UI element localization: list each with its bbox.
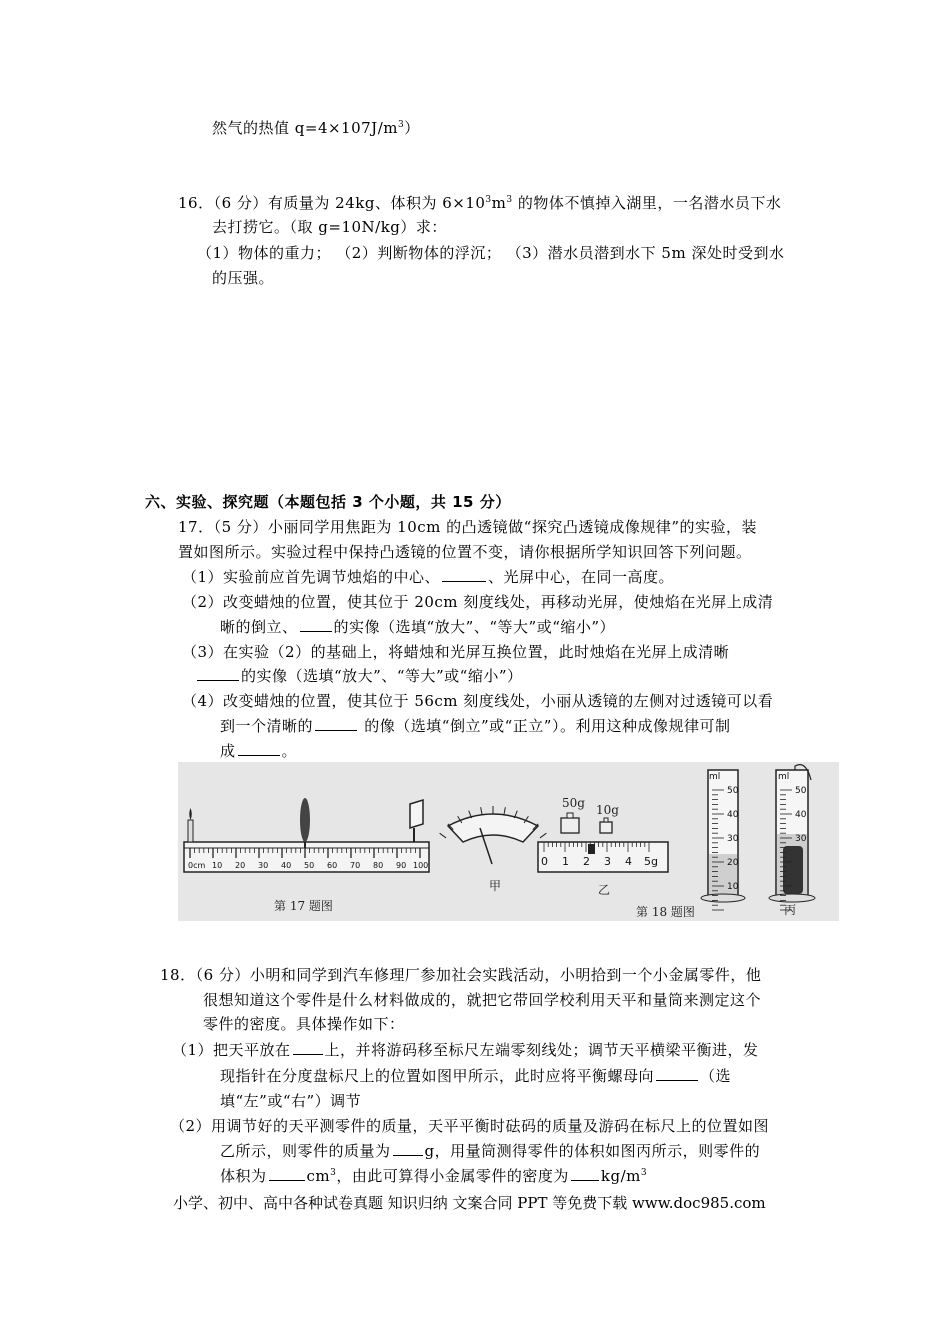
q16-line1: 16．（6 分）有质量为 24kg、体积为 $6\times 10^3m^3$ 的物体不慎掉入湖里，一名潜水员下水 xyxy=(178,194,782,212)
answer-blank[interactable] xyxy=(197,666,239,681)
q17-part4-line1: （4）改变蜡烛的位置，使其位于 56cm 刻度线处，小丽从透镜的左侧对过透镜可以看 xyxy=(182,692,774,710)
label-yi: 乙 xyxy=(598,883,611,897)
ruler-label: 40 xyxy=(281,861,292,870)
rider-label: 4 xyxy=(625,855,632,868)
ruler-label: 30 xyxy=(258,861,269,870)
q18-part2-line3: 体积为 $cm^3$，由此可算得小金属零件的密度为 $kg/m^3$ xyxy=(220,1167,648,1185)
measuring-cylinder-1 xyxy=(701,770,745,910)
experiment-figure xyxy=(178,762,839,921)
rider-label: 1 xyxy=(562,855,569,868)
section6-title: 六、实验、探究题（本题包括 3 个小题，共 15 分） xyxy=(145,493,511,511)
q18-part2-line1: （2）用调节好的天平测零件的质量，天平平衡时砝码的质量及游码在标尺上的位置如图 xyxy=(170,1117,770,1135)
weight-50g xyxy=(561,818,579,833)
q17-part3-line2: 的实像（选填“放大”、“等大”或“缩小”） xyxy=(195,666,523,686)
q18-part1-line2: 现指针在分度盘标尺上的位置如图甲所示，此时应将平衡螺母向 （选 xyxy=(220,1067,732,1085)
rider-label: 3 xyxy=(604,855,611,868)
q18-part2-line2: 乙所示，则零件的质量为 g，用量筒测得零件的体积如图丙所示，则零件的 xyxy=(220,1142,761,1160)
rider-label: 5g xyxy=(644,855,658,868)
answer-blank[interactable] xyxy=(442,567,486,582)
q16-line4: 的压强。 xyxy=(212,269,275,287)
answer-blank[interactable] xyxy=(293,1040,323,1055)
ruler-label: 100 xyxy=(413,861,429,870)
weight-10g xyxy=(600,822,612,833)
answer-blank[interactable] xyxy=(571,1166,599,1181)
q17-part4-line3: 成 。 xyxy=(220,742,298,760)
ruler-label: 60 xyxy=(327,861,338,870)
caption-17: 第 17 题图 xyxy=(274,899,333,913)
cylinder-label: 50 xyxy=(727,786,739,796)
q18-part1-line3: 填“左”或“右”）调节 xyxy=(220,1092,362,1110)
ruler-label: 20 xyxy=(235,861,246,870)
ruler-label: 90 xyxy=(396,861,407,870)
cylinder-label: 40 xyxy=(795,810,807,820)
q18-line3: 零件的密度。具体操作如下： xyxy=(203,1015,405,1033)
q18-part1-line1: （1）把天平放在 上，并将游码移至标尺左端零刻线处；调节天平横梁平衡进，发 xyxy=(172,1041,759,1059)
q17-line2: 置如图所示。实验过程中保持凸透镜的位置不变，请你根据所学知识回答下列问题。 xyxy=(178,543,752,561)
footer-text: 小学、初中、高中各种试卷真题 知识归纳 文案合同 PPT 等免费下载 www.doc985.com xyxy=(173,1194,766,1212)
q18-line1: 18．（6 分）小明和同学到汽车修理厂参加社会实践活动，小明拾到一个小金属零件，他 xyxy=(160,966,762,984)
rider-label: 0 xyxy=(541,855,548,868)
ruler-label: 50 xyxy=(304,861,315,870)
q15-tail: 然气的热值 $q=4\times 107J/m^3$） xyxy=(212,119,420,137)
rider-label: 2 xyxy=(583,855,590,868)
candle xyxy=(188,820,193,842)
light-screen xyxy=(410,800,423,828)
q18-line2: 很想知道这个零件是什么材料做成的，就把它带回学校利用天平和量筒来测定这个 xyxy=(203,991,762,1009)
answer-blank[interactable] xyxy=(238,741,280,756)
q17-part3-line1: （3）在实验（2）的基础上，将蜡烛和光屏互换位置，此时烛焰在光屏上成清晰 xyxy=(182,643,730,661)
caption-18: 第 18 题图 xyxy=(636,905,695,919)
weight-50g-label: 50g xyxy=(562,796,585,810)
q17-part4-line2: 到一个清晰的 的像（选填“倒立”或“正立”）。利用这种成像规律可制 xyxy=(220,717,731,735)
q17-part2-line2: 晰的倒立、 的实像（选填“放大”、“等大”或“缩小”） xyxy=(220,618,616,636)
cylinder-label: 50 xyxy=(795,786,807,796)
answer-blank[interactable] xyxy=(300,617,332,632)
label-jia: 甲 xyxy=(489,879,502,893)
q17-part1: （1）实验前应首先调节烛焰的中心、 、光屏中心，在同一高度。 xyxy=(182,568,675,586)
cylinder-label: 10 xyxy=(727,882,739,892)
cylinder-unit: ml xyxy=(778,772,790,782)
measuring-cylinder-2 xyxy=(769,765,815,917)
q17-line1: 17．（5 分）小丽同学用焦距为 10cm 的凸透镜做“探究凸透镜成像规律”的实验，装 xyxy=(178,518,757,536)
ruler-label: 10 xyxy=(212,861,223,870)
label-bing: 丙 xyxy=(784,903,797,917)
answer-blank[interactable] xyxy=(393,1141,423,1156)
ruler-label: 0cm xyxy=(188,861,206,870)
cylinder-label: 40 xyxy=(727,810,739,820)
ruler-label: 80 xyxy=(373,861,384,870)
weight-10g-label: 10g xyxy=(596,803,619,817)
cylinder-label: 30 xyxy=(795,834,807,844)
answer-blank[interactable] xyxy=(269,1166,305,1181)
rider xyxy=(588,844,595,854)
metal-part xyxy=(783,846,803,894)
cylinder-label: 30 xyxy=(727,834,739,844)
ruler-label: 70 xyxy=(350,861,361,870)
cylinder-label: 20 xyxy=(727,858,739,868)
convex-lens xyxy=(300,798,310,842)
answer-blank[interactable] xyxy=(315,716,357,731)
q16-line2: 去打捞它。（取 g=10N/kg）求： xyxy=(212,218,447,236)
q17-part2-line1: （2）改变蜡烛的位置，使其位于 20cm 刻度线处，再移动光屏，使烛焰在光屏上成清 xyxy=(182,593,774,611)
answer-blank[interactable] xyxy=(656,1066,698,1081)
cylinder-unit: ml xyxy=(709,772,721,782)
q16-line3: （1）物体的重力； （2）判断物体的浮沉； （3）潜水员潜到水下 5m 深处时受到水 xyxy=(197,244,785,262)
